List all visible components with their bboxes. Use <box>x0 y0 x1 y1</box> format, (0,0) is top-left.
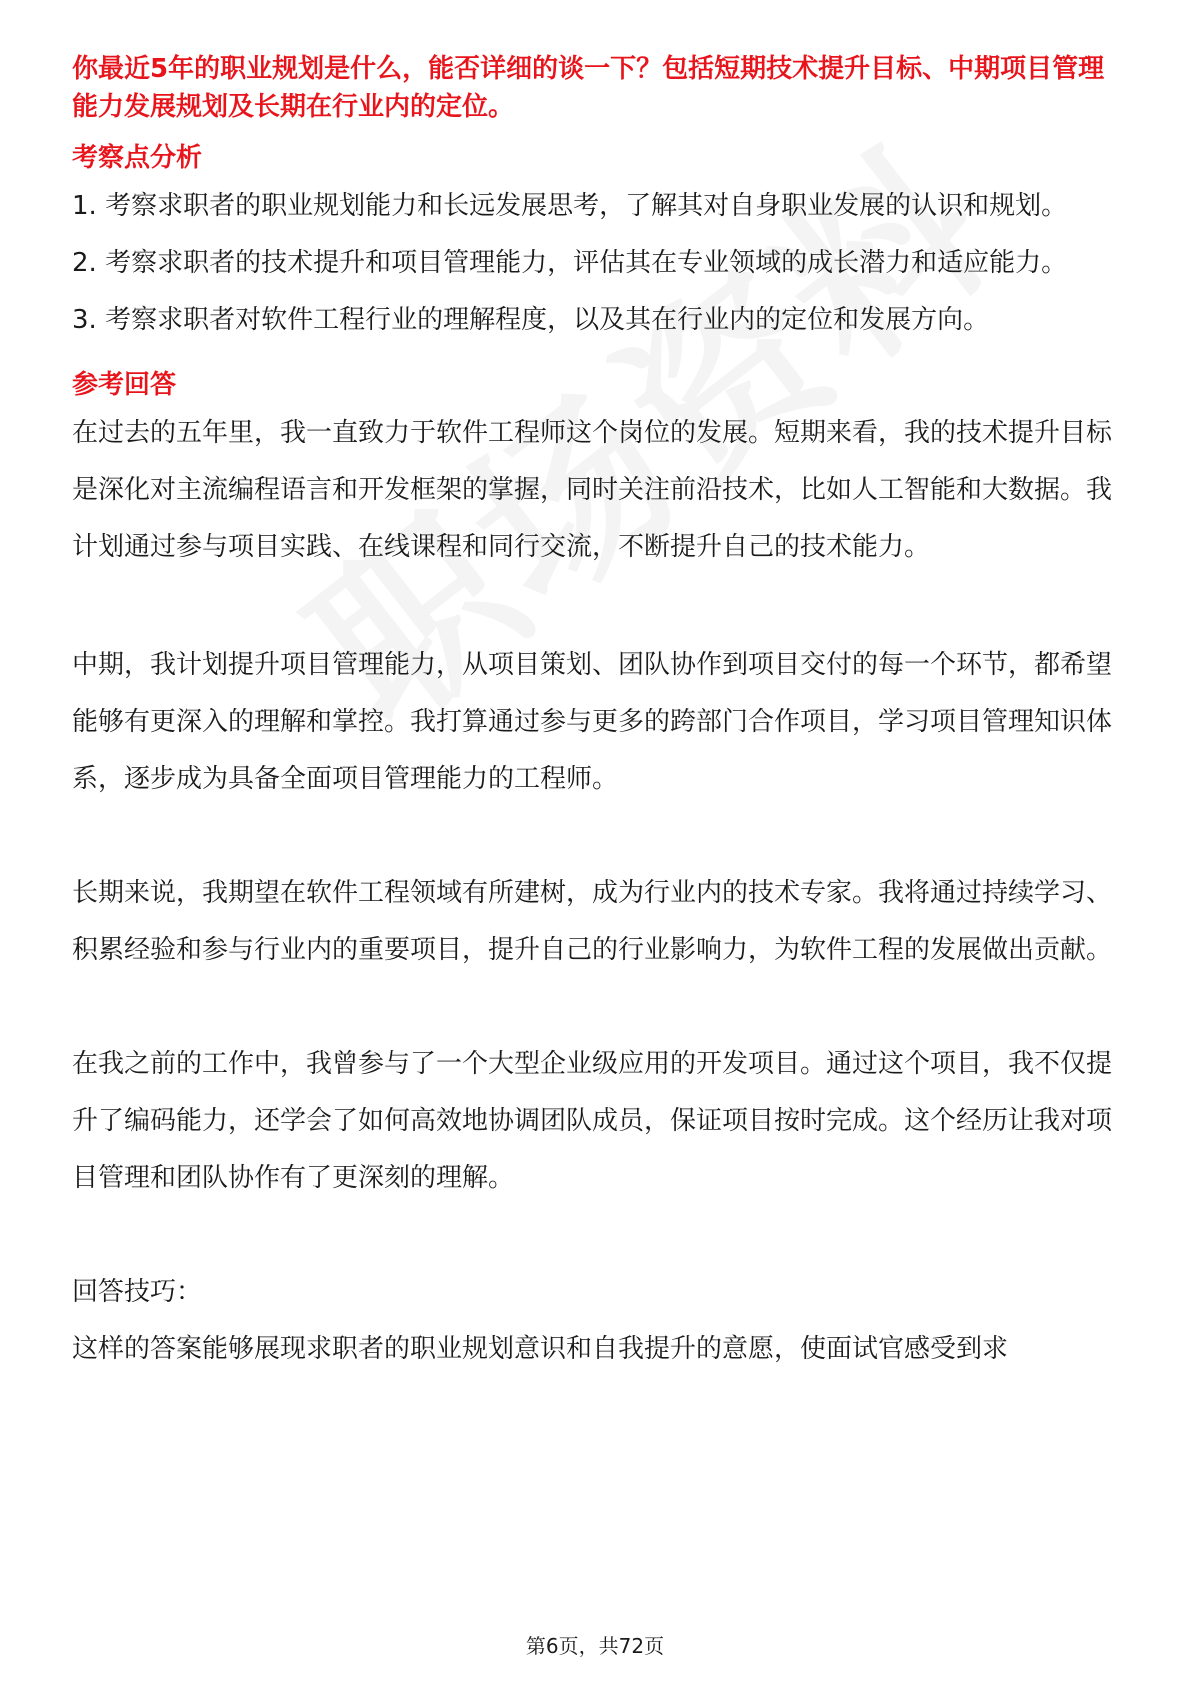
analysis-title: 考察点分析 <box>72 143 203 173</box>
answer-paragraph: 在过去的五年里，我一直致力于软件工程师这个岗位的发展。短期来看，我的技术提升目标是深化对主流编程语言和开发框架的掌握，同时关注前沿技术，比如人工智能和大数据。我计划通过参与项目实践、在线课程和同行交流，不断提升自己的技术能力。 <box>72 418 1113 562</box>
answer-paragraph: 中期，我计划提升项目管理能力，从项目策划、团队协作到项目交付的每一个环节，都希望能够有更深入的理解和掌控。我打算通过参与更多的跨部门合作项目，学习项目管理知识体系，逐步成为具备全面项目管理能力的工程师。 <box>72 650 1113 794</box>
analysis-item: 1. 考察求职者的职业规划能力和长远发展思考，了解其对自身职业发展的认识和规划。 <box>72 191 1068 221</box>
answer-paragraph: 在我之前的工作中，我曾参与了一个大型企业级应用的开发项目。通过这个项目，我不仅提升了编码能力，还学会了如何高效地协调团队成员，保证项目按时完成。这个经历让我对项目管理和团队协作有了更深刻的理解。 <box>72 1049 1113 1193</box>
tips-title: 回答技巧： <box>72 1277 203 1307</box>
analysis-item: 2. 考察求职者的技术提升和项目管理能力，评估其在专业领域的成长潜力和适应能力。 <box>72 248 1068 278</box>
answer-title: 参考回答 <box>72 370 177 400</box>
document-body <box>72 50 1122 1378</box>
answer-paragraph: 长期来说，我期望在软件工程领域有所建树，成为行业内的技术专家。我将通过持续学习、积累经验和参与行业内的重要项目，提升自己的行业影响力，为软件工程的发展做出贡献。 <box>72 878 1113 965</box>
question-heading: 你最近5年的职业规划是什么，能否详细的谈一下？包括短期技术提升目标、中期项目管理能力发展规划及长期在行业内的定位。 <box>72 54 1105 122</box>
page-number: 第6页，共72页 <box>525 1634 665 1658</box>
tips-text: 这样的答案能够展现求职者的职业规划意识和自我提升的意愿，使面试官感受到求 <box>72 1334 1009 1364</box>
analysis-item: 3. 考察求职者对软件工程行业的理解程度，以及其在行业内的定位和发展方向。 <box>72 305 990 335</box>
